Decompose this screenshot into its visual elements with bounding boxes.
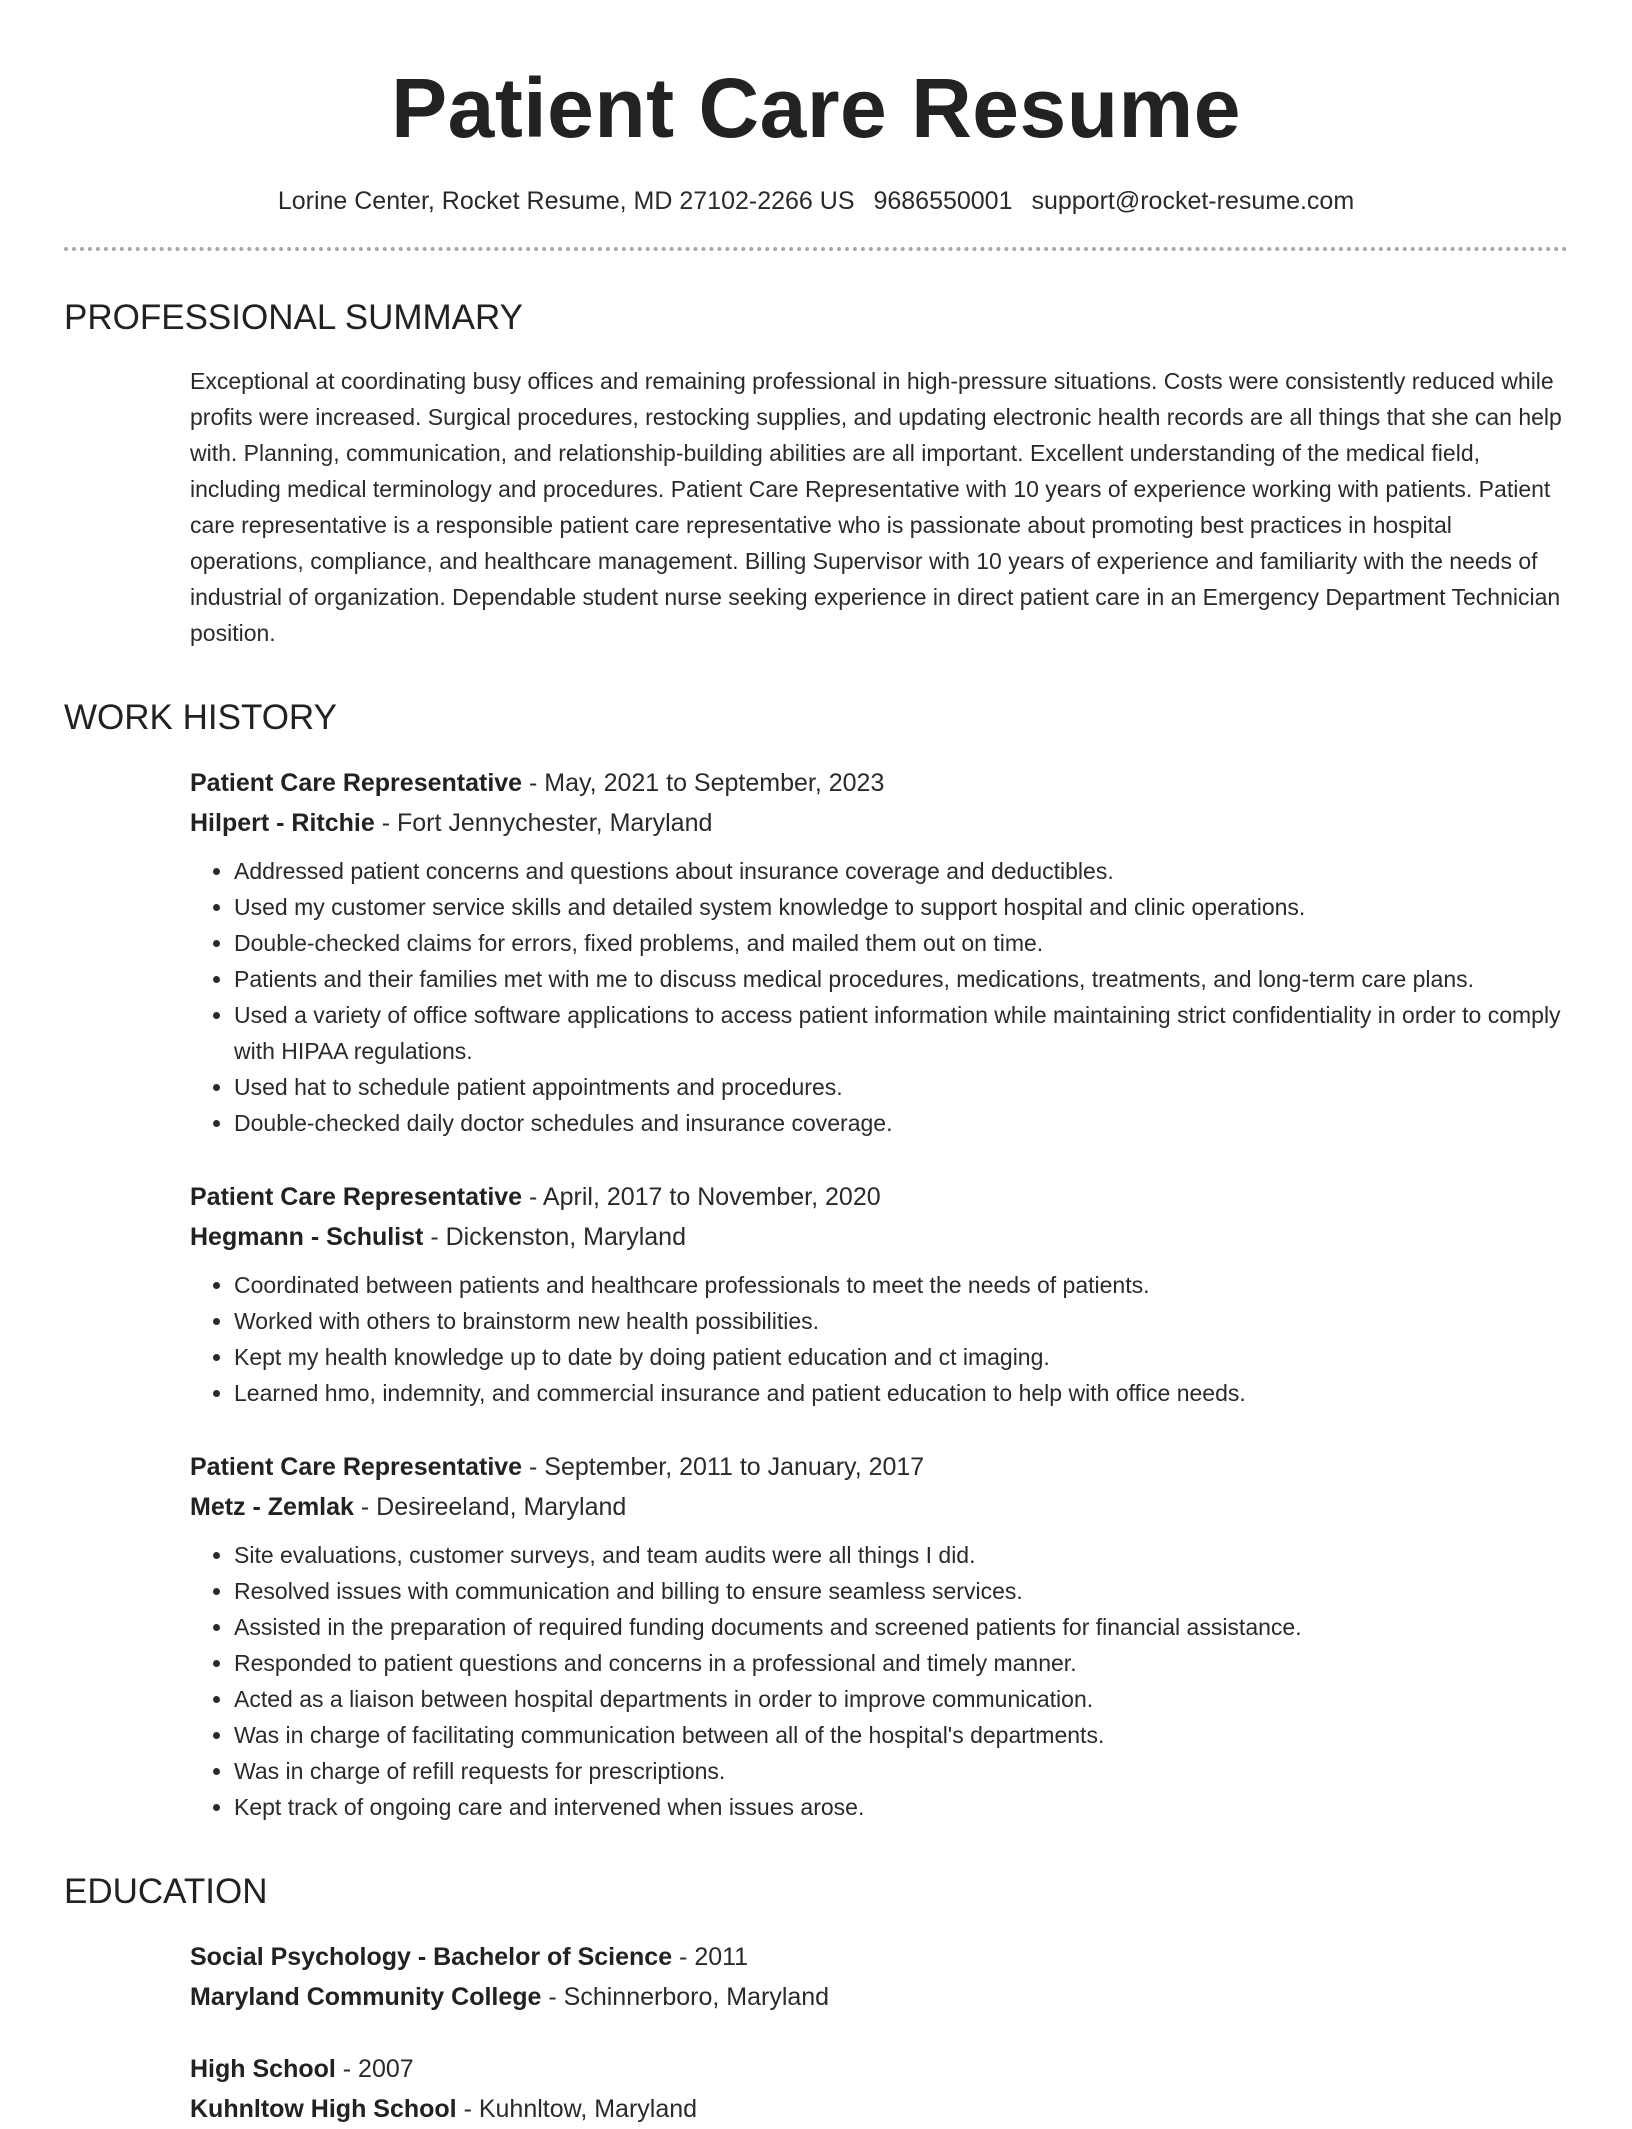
job-bullets — [190, 853, 1562, 1141]
job-company: Hegmann - Schulist — [190, 1223, 424, 1252]
job-dates: - May, 2021 to September, 2023 — [522, 769, 885, 798]
job-dates: - April, 2017 to November, 2020 — [522, 1183, 881, 1212]
job-bullet: • Double-checked daily doctor schedules and insurance coverage. — [234, 1105, 1562, 1141]
education-year: - 2007 — [335, 2055, 414, 2084]
job-bullet: • Assisted in the preparation of required funding documents and screened patients for financial assistance. — [234, 1609, 1562, 1645]
job-bullet: • Addressed patient concerns and questions about insurance coverage and deductibles. — [234, 853, 1562, 889]
education-degree-line — [190, 2049, 1562, 2089]
job-bullet: • Learned hmo, indemnity, and commercial insurance and patient education to help with office needs. — [234, 1375, 1562, 1411]
job-bullet: • Used my customer service skills and detailed system knowledge to support hospital and clinic operations. — [234, 889, 1562, 925]
job-bullet: • Kept track of ongoing care and intervened when issues arose. — [234, 1789, 1562, 1825]
education-degree: Social Psychology - Bachelor of Science — [190, 1943, 673, 1972]
resume-title: Patient Care Resume — [391, 61, 1241, 155]
job-bullet: • Worked with others to brainstorm new health possibilities. — [234, 1303, 1562, 1339]
job-company: Metz - Zemlak — [190, 1493, 354, 1522]
job-location: - Fort Jennychester, Maryland — [374, 809, 713, 838]
education-year: - 2011 — [672, 1943, 749, 1972]
job-company: Hilpert - Ritchie — [190, 809, 375, 838]
job-company-line — [190, 1487, 1562, 1527]
header-divider — [64, 247, 1568, 251]
job-bullet: • Was in charge of facilitating communication between all of the hospital's departments. — [234, 1717, 1562, 1753]
job-bullet: • Acted as a liaison between hospital departments in order to improve communication. — [234, 1681, 1562, 1717]
contact-email: support@rocket-resume.com — [1031, 186, 1355, 215]
education-location: - Kuhnltow, Maryland — [456, 2095, 698, 2124]
work-history-heading: WORK HISTORY — [64, 698, 337, 738]
summary-text: Exceptional at coordinating busy offices and remaining professional in high-pressure situations. Costs were consistently reduced while profits were increased. Surgical procedures, restocking supplies, and updating electronic health records are all things that she can help with. Planning, communication, and relationship-building abilities are all important. Excellent understanding of the medical field, including medical terminology and procedures. Patient Care Representative with 10 years of experience working with patients. Patient care representative is a responsible patient care representative who is passionate about promoting best practices in hospital operations, compliance, and healthcare management. Billing Supervisor with 10 years of experience and familiarity with the needs of industrial of organization. Dependable student nurse seeking experience in direct patient care in an Emergency Department Technician position. — [190, 368, 1562, 647]
contact-line — [64, 185, 1568, 218]
job-title: Patient Care Representative — [190, 1453, 523, 1482]
education-list — [190, 1937, 1562, 2129]
education-degree: High School — [190, 2055, 336, 2084]
job-company-line — [190, 1217, 1562, 1257]
job-location: - Dickenston, Maryland — [423, 1223, 686, 1252]
job-title-line — [190, 1447, 1562, 1487]
education-entry — [190, 2049, 1562, 2129]
work-history-list — [190, 763, 1562, 1825]
job-title-line — [190, 1177, 1562, 1217]
job-location: - Desireeland, Maryland — [353, 1493, 627, 1522]
job-bullet: • Double-checked claims for errors, fixed problems, and mailed them out on time. — [234, 925, 1562, 961]
education-degree-line — [190, 1937, 1562, 1977]
education-school-line — [190, 2089, 1562, 2129]
job-bullet: • Responded to patient questions and concerns in a professional and timely manner. — [234, 1645, 1562, 1681]
job-bullet: • Used hat to schedule patient appointments and procedures. — [234, 1069, 1562, 1105]
education-school-line — [190, 1977, 1562, 2017]
job-bullet: • Coordinated between patients and healthcare professionals to meet the needs of patients. — [234, 1267, 1562, 1303]
education-heading: EDUCATION — [64, 1872, 268, 1912]
job-bullet: • Site evaluations, customer surveys, and team audits were all things I did. — [234, 1537, 1562, 1573]
job-bullets — [190, 1537, 1562, 1825]
job-entry — [190, 1177, 1562, 1411]
job-bullet: • Used a variety of office software applications to access patient information while maintaining strict confidentiality in order to comply with HIPAA regulations. — [234, 997, 1562, 1069]
job-dates: - September, 2011 to January, 2017 — [522, 1453, 925, 1482]
contact-address: Lorine Center, Rocket Resume, MD 27102-2266 US — [277, 186, 855, 215]
summary-heading: PROFESSIONAL SUMMARY — [64, 298, 523, 338]
education-school: Maryland Community College — [190, 1983, 542, 2012]
job-bullet: • Was in charge of refill requests for prescriptions. — [234, 1753, 1562, 1789]
education-location: - Schinnerboro, Maryland — [541, 1983, 830, 2012]
job-entry — [190, 763, 1562, 1141]
contact-phone: 9686550001 — [873, 186, 1013, 215]
job-bullet: • Kept my health knowledge up to date by doing patient education and ct imaging. — [234, 1339, 1562, 1375]
education-entry — [190, 1937, 1562, 2017]
education-school: Kuhnltow High School — [190, 2095, 457, 2124]
job-title-line — [190, 763, 1562, 803]
job-company-line — [190, 803, 1562, 843]
job-title: Patient Care Representative — [190, 1183, 523, 1212]
job-title: Patient Care Representative — [190, 769, 523, 798]
job-bullet: • Resolved issues with communication and billing to ensure seamless services. — [234, 1573, 1562, 1609]
job-bullets — [190, 1267, 1562, 1411]
job-bullet: • Patients and their families met with me to discuss medical procedures, medications, treatments, and long-term care plans. — [234, 961, 1562, 997]
job-entry — [190, 1447, 1562, 1825]
resume-page — [64, 0, 1568, 2129]
